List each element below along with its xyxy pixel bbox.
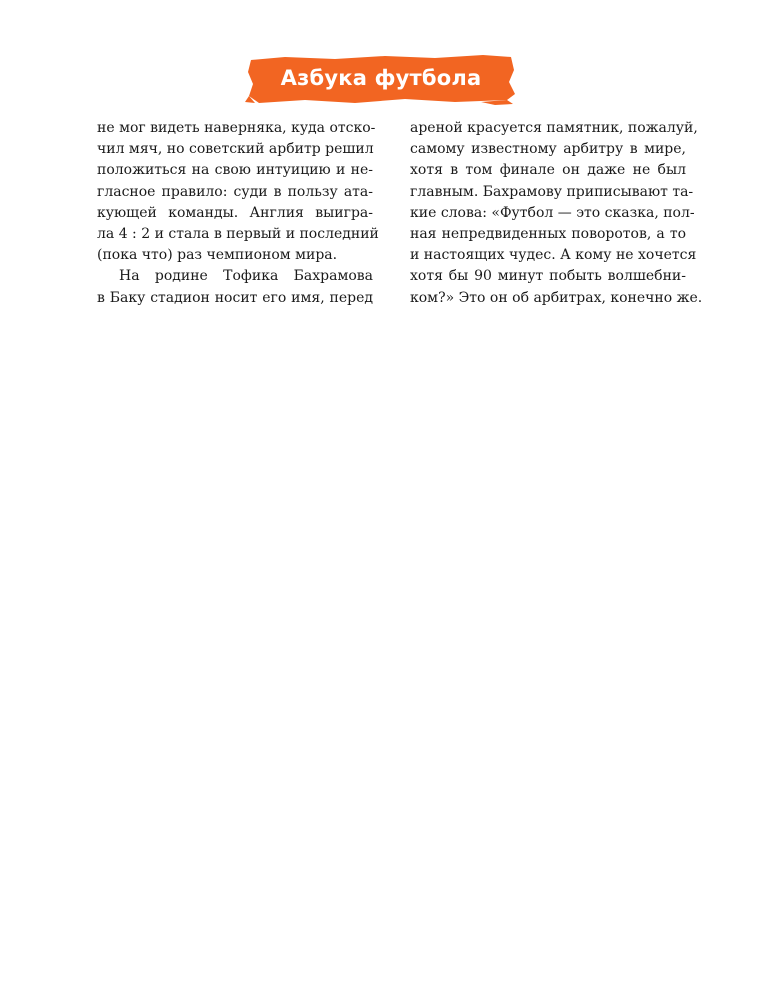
text-line: кующей команды. Англия выигра- — [97, 204, 373, 221]
text-line: чил мяч, но советский арбитр решил — [97, 141, 374, 158]
text-line: положиться на свою интуицию и не- — [97, 162, 373, 179]
text-line: ком?» Это он об арбитрах, конечно же. — [410, 289, 703, 306]
text-line: и настоящих чудес. А кому не хочется — [410, 247, 697, 264]
section-title: Азбука футбола — [280, 66, 482, 90]
section-banner — [245, 52, 517, 108]
text-line: хотя бы 90 минут побыть волшебни- — [410, 268, 686, 285]
text-line: главным. Бахрамову приписывают та- — [410, 183, 694, 200]
text-line: кие слова: «Футбол — это сказка, пол- — [410, 204, 695, 221]
text-line: самому известному арбитру в мире, — [410, 141, 686, 158]
text-line: не мог видеть наверняка, куда отско- — [97, 120, 376, 136]
text-line: ла 4 : 2 и стала в первый и последний — [97, 225, 379, 242]
text-line: хотя в том финале он даже не был — [410, 162, 686, 179]
text-line: в Баку стадион носит его имя, перед — [97, 289, 373, 306]
text-line: ная непредвиденных поворотов, а то — [410, 225, 686, 242]
text-column-right — [410, 118, 703, 309]
text-line: На родине Тофика Бахрамова — [119, 268, 373, 285]
text-line: гласное правило: суди в пользу ата- — [97, 183, 373, 200]
text-column-left — [97, 118, 379, 309]
text-line: (пока что) раз чемпионом мира. — [97, 247, 338, 264]
text-line: ареной красуется памятник, пожалуй, — [410, 120, 698, 136]
